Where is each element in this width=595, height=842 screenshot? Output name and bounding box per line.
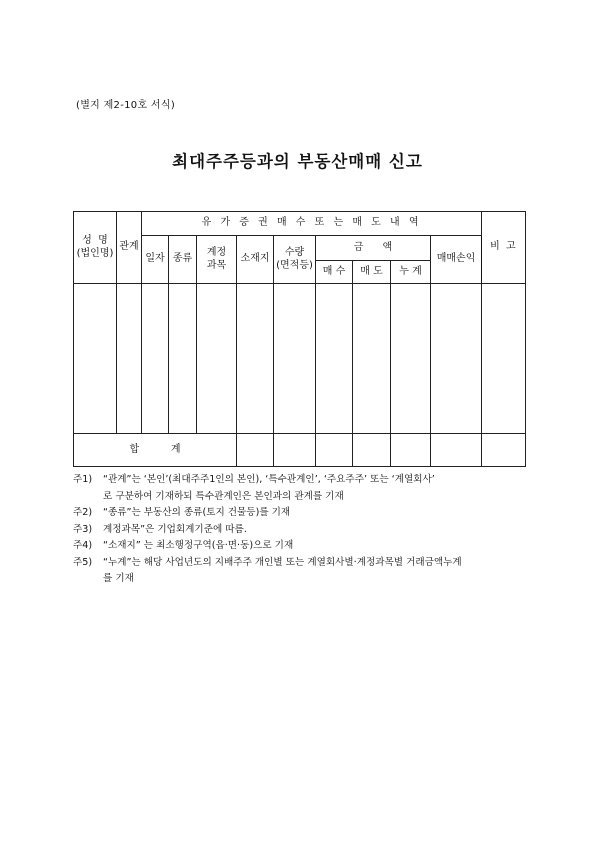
location-cell[interactable] — [237, 284, 274, 434]
trade-pnl-cell[interactable] — [431, 284, 482, 434]
quantity-header-line-1: 수량 — [284, 247, 305, 258]
name-header-line-2: (법인명) — [76, 247, 114, 259]
footnote-text: “소재지” 는 최소행정구역(읍·면·동)으로 기재 — [103, 540, 294, 551]
footnote-3 — [73, 522, 543, 539]
sell-amount-cell[interactable] — [353, 284, 391, 434]
form-number-label: (별지 제2-10호 서식) — [76, 100, 176, 111]
total-quantity-cell[interactable] — [274, 434, 316, 467]
kind-header: 종류 — [169, 236, 197, 284]
footnote-number: 주1) — [73, 474, 93, 485]
kind-cell[interactable] — [169, 284, 197, 434]
remarks-cell[interactable] — [482, 284, 526, 434]
footnote-number: 주5) — [73, 556, 93, 568]
date-cell[interactable] — [142, 284, 169, 434]
location-header: 소재지 — [237, 236, 274, 284]
buy-amount-cell[interactable] — [316, 284, 353, 434]
total-cumulative-cell[interactable] — [391, 434, 431, 467]
total-label: 합 계 — [74, 434, 237, 467]
footnote-number: 주4) — [73, 540, 93, 551]
transaction-report-table — [73, 211, 526, 467]
total-sell-cell[interactable] — [353, 434, 391, 467]
footnote-1 — [73, 472, 543, 505]
total-buy-cell[interactable] — [316, 434, 353, 467]
quantity-header-line-2: (면적등) — [276, 259, 313, 271]
account-cell[interactable] — [197, 284, 237, 434]
sell-header: 매 도 — [353, 261, 391, 284]
name-header — [74, 212, 117, 284]
account-header-line-2: 과목 — [206, 259, 227, 271]
relation-cell[interactable] — [117, 284, 142, 434]
total-location-cell[interactable] — [237, 434, 274, 467]
cumulative-amount-cell[interactable] — [391, 284, 431, 434]
footnote-text: “종류”는 부동산의 종류(토지 건물등)를 기재 — [103, 507, 291, 518]
trade-pnl-header: 매매손익 — [431, 236, 482, 284]
securities-trade-group-header: 유 가 증 권 매 수 또 는 매 도 내 역 — [142, 212, 482, 236]
relation-header: 관계 — [117, 212, 142, 284]
name-header-line-1: 성 명 — [82, 235, 108, 246]
total-remarks-cell[interactable] — [482, 434, 526, 467]
date-header: 일자 — [142, 236, 169, 284]
quantity-cell[interactable] — [274, 284, 316, 434]
footnote-4 — [73, 538, 543, 555]
footnotes — [73, 472, 543, 588]
footnote-number: 주3) — [73, 523, 93, 535]
footnote-5 — [73, 555, 543, 588]
document-title: 최대주주등과의 부동산매매 신고 — [172, 152, 423, 171]
footnote-number: 주2) — [73, 507, 93, 518]
entry-row — [74, 284, 526, 434]
cumulative-header: 누 계 — [391, 261, 431, 284]
account-header — [197, 236, 237, 284]
total-pnl-cell[interactable] — [431, 434, 482, 467]
name-cell[interactable] — [74, 284, 117, 434]
footnote-text: 를 기재 — [103, 573, 134, 584]
footnote-2 — [73, 505, 543, 522]
total-row — [74, 434, 526, 467]
quantity-header — [274, 236, 316, 284]
footnote-text: “관계”는 ‘본인’(최대주주1인의 본인), ‘특수관계인’, ‘주요주주’ 또는 ‘계열회사’ — [103, 474, 435, 485]
remarks-header: 비 고 — [482, 212, 526, 284]
amount-header: 금 액 — [316, 236, 431, 261]
account-header-line-1: 계정 — [206, 247, 227, 258]
buy-header: 매 수 — [316, 261, 353, 284]
footnote-text: “누계”는 해당 사업년도의 지배주주 개인별 또는 계열회사별·계정과목별 거래금액누계 — [103, 556, 462, 568]
footnote-text: 로 구분하여 기재하되 특수관계인은 본인과의 관계를 기재 — [103, 490, 344, 502]
footnote-text: 계정과목”은 기업회계기준에 따름. — [103, 523, 247, 535]
